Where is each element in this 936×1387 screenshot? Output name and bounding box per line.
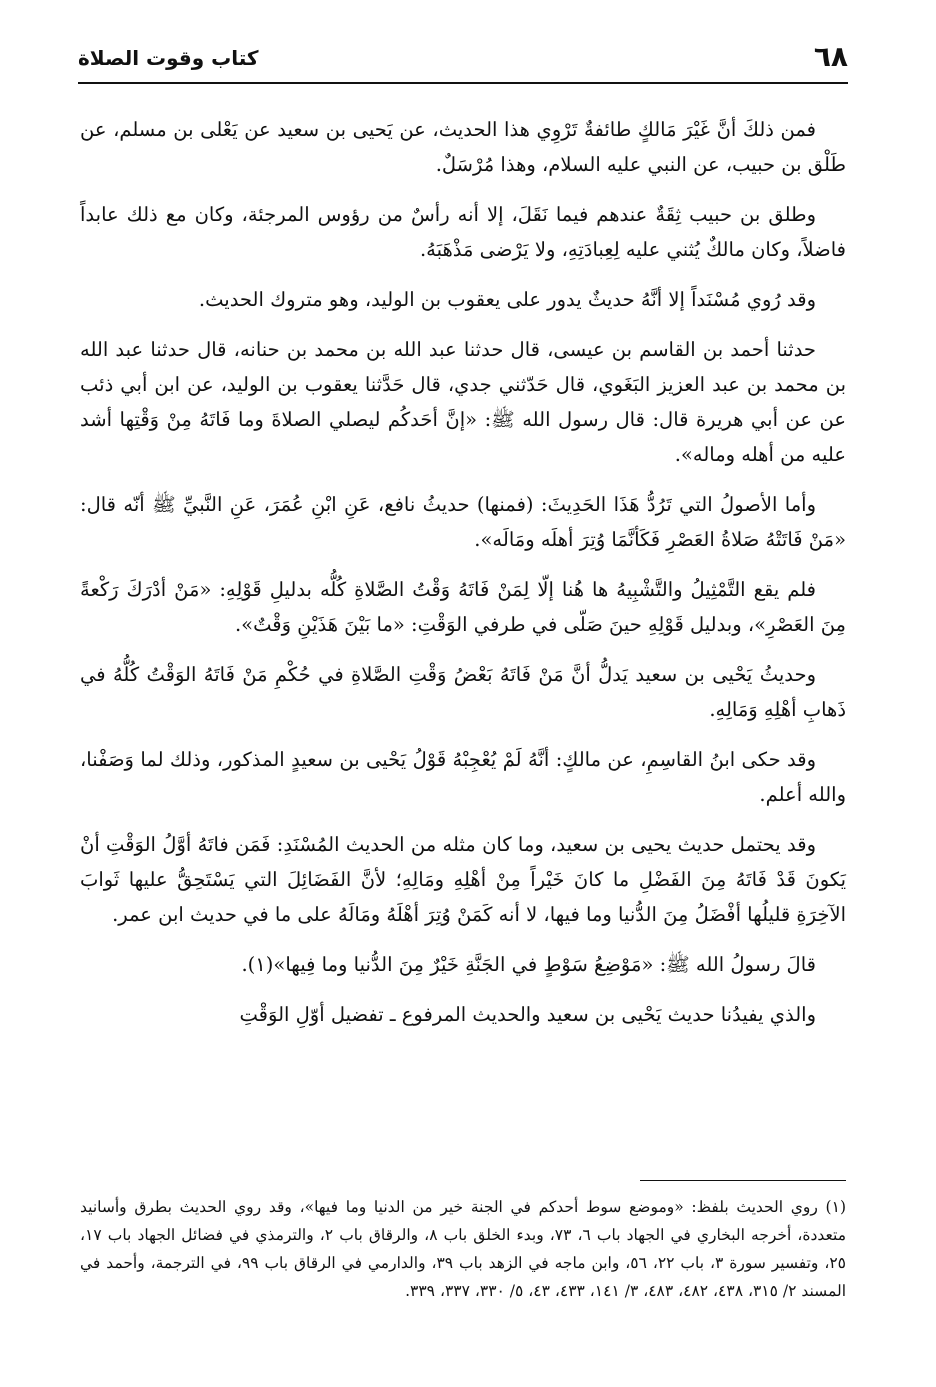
page-header <box>78 40 848 84</box>
header-rule <box>78 82 848 84</box>
paragraph: فمن ذلكَ أنَّ غَيْرَ مَالكٍ طائفةٌ تَرْوِي هذا الحديث، عن يَحيى بن سعيد عن يَعْلى بن مسلم، عن طَلْق بن حبيب، عن النبي عليه السلام، وهذا مُرْسَلٌ. <box>80 118 846 176</box>
paragraph: وقد يحتمل حديث يحيى بن سعيد، وما كان مثله من الحديث المُسْنَدِ: فَمَن فاتَهُ أوَّلُ الوَقْتِ أنْ يَكونَ قَدْ فَاتَهُ مِنَ الفَضْلِ ما كانَ خَيْراً مِنْ أهْلِهِ ومَالِهِ؛ لأنَّ الفَضَائِلَ التي يَسْتَحِقُّ عليها ثَوابَ الآخِرَةِ قليلُها أفْضَلُ مِنَ الدُّنيا وما فيها، لا أنه كَمَنْ وُتِرَ أهْلَهُ ومَالَهُ على ما في حديث ابن عمر. <box>80 833 846 926</box>
page-number: ٦٨ <box>813 40 848 73</box>
footnotes <box>80 1193 846 1305</box>
paragraph: وحديثُ يَحْيى بن سعيد يَدلُّ أنَّ مَنْ فَاتَهُ بَعْضُ وَقْتِ الصَّلاةِ في حُكْمِ مَنْ فَاتَهُ الوَقْتُ كُلُّهُ في ذَهابِ أهْلِهِ وَمَالِهِ. <box>80 663 846 721</box>
paragraph: والذي يفيدُنا حديث يَحْيى بن سعيد والحديث المرفوع ـ تفضيل أوّلِ الوَقْتِ <box>239 1003 816 1026</box>
paragraph: وقد رُوي مُسْنَداً إلا أنَّهُ حديثٌ يدور على يعقوب بن الوليد، وهو متروك الحديث. <box>198 288 816 311</box>
footnote: (١) روي الحديث بلفظ: «وموضع سوط أحدكم في الجنة خير من الدنيا وما فيها»، وقد روي الحديث بطرق وأسانيد متعددة، أخرجه البخاري في الجهاد باب ٦، ٧٣، وبدء الخلق باب ٨، والرقاق باب ٢، والترمذي في فضائل الجهاد باب ١٧، ٢٥، وتفسير سورة ٣، باب ٢٢، ٥٦، وابن ماجه في الزهد باب ٣٩، والدارمي في الرقاق باب ٩٩، في الترجمة، وأحمد في المسند ٢/ ٣١٥، ٤٣٨، ٤٨٢، ٤٨٣، ٣/ ١٤١، ٤٣٣، ٤٣، ٥/ ٣٣٠، ٣٣٧، ٣٣٩. <box>80 1198 847 1300</box>
paragraph: وقد حكى ابنُ القاسِمِ، عن مالكٍ: أنَّهُ لَمْ يُعْجِبْهُ قَوْلُ يَحْيى بن سعيدٍ المذكور، وذلك لما وَصَفْنا، والله أعلم. <box>80 748 846 806</box>
running-title: كتاب وقوت الصلاة <box>78 46 259 70</box>
footnote-rule <box>640 1180 846 1181</box>
paragraph: قالَ رسولُ الله ﷺ: «مَوْضِعُ سَوْطٍ في الجَنَّةِ خَيْرٌ مِنَ الدُّنيا وما فِيها»(١). <box>241 953 816 976</box>
paragraph: فلم يقع التَّمْثِيلُ والتَّشْبِيهُ ها هُنا إلّا لِمَنْ فَاتَهُ وَقْتُ الصَّلاةِ كُلُّه بدليلِ قَوْلِهِ: «مَنْ أدْرَكَ رَكْعةً مِنَ العَصْرِ»، وبدليل قَوْلِهِ حينَ صَلّى في طرفي الوَقْتِ: «ما بَيْنَ هَذَيْنِ وَقْتٌ». <box>80 578 846 636</box>
paragraph: وأما الأصولُ التي تَرُدُّ هَذَا الحَدِيثَ: (فمنها) حديثُ نافع، عَنِ ابْنِ عُمَرَ، عَنِ النَّبيِّ ﷺ أنّه قال: «مَنْ فَاتَتْهُ صَلاةُ العَصْرِ فَكَأنَّمَا وُتِرَ أهلَه ومَالَه». <box>80 493 846 551</box>
main-text <box>80 112 846 1047</box>
paragraph: وطلق بن حبيب ثِقَةٌ عندهم فيما نَقَلَ، إلا أنه رأسٌ من رؤوس المرجئة، وكان مع ذلك عابداً فاضلاً، وكان مالكٌ يُثني عليه لِعِبادَتِهِ، ولا يَرْضى مَذْهَبَهُ. <box>80 203 846 261</box>
paragraph: حدثنا أحمد بن القاسم بن عيسى، قال حدثنا عبد الله بن محمد بن حنانه، قال حدثنا عبد الله بن محمد بن عبد العزيز البَغَوي، قال حَدّثني جدي، قال حَدَّثنا يعقوب بن الوليد، عن ابن أبي ذئب عن عن أبي هريرة قال: قال رسول الله ﷺ: «إنَّ أحَدكُم ليصلي الصلاةَ وما فَاتَهُ مِنْ وَقْتِها أشد عليه من أهله وماله». <box>80 338 846 466</box>
